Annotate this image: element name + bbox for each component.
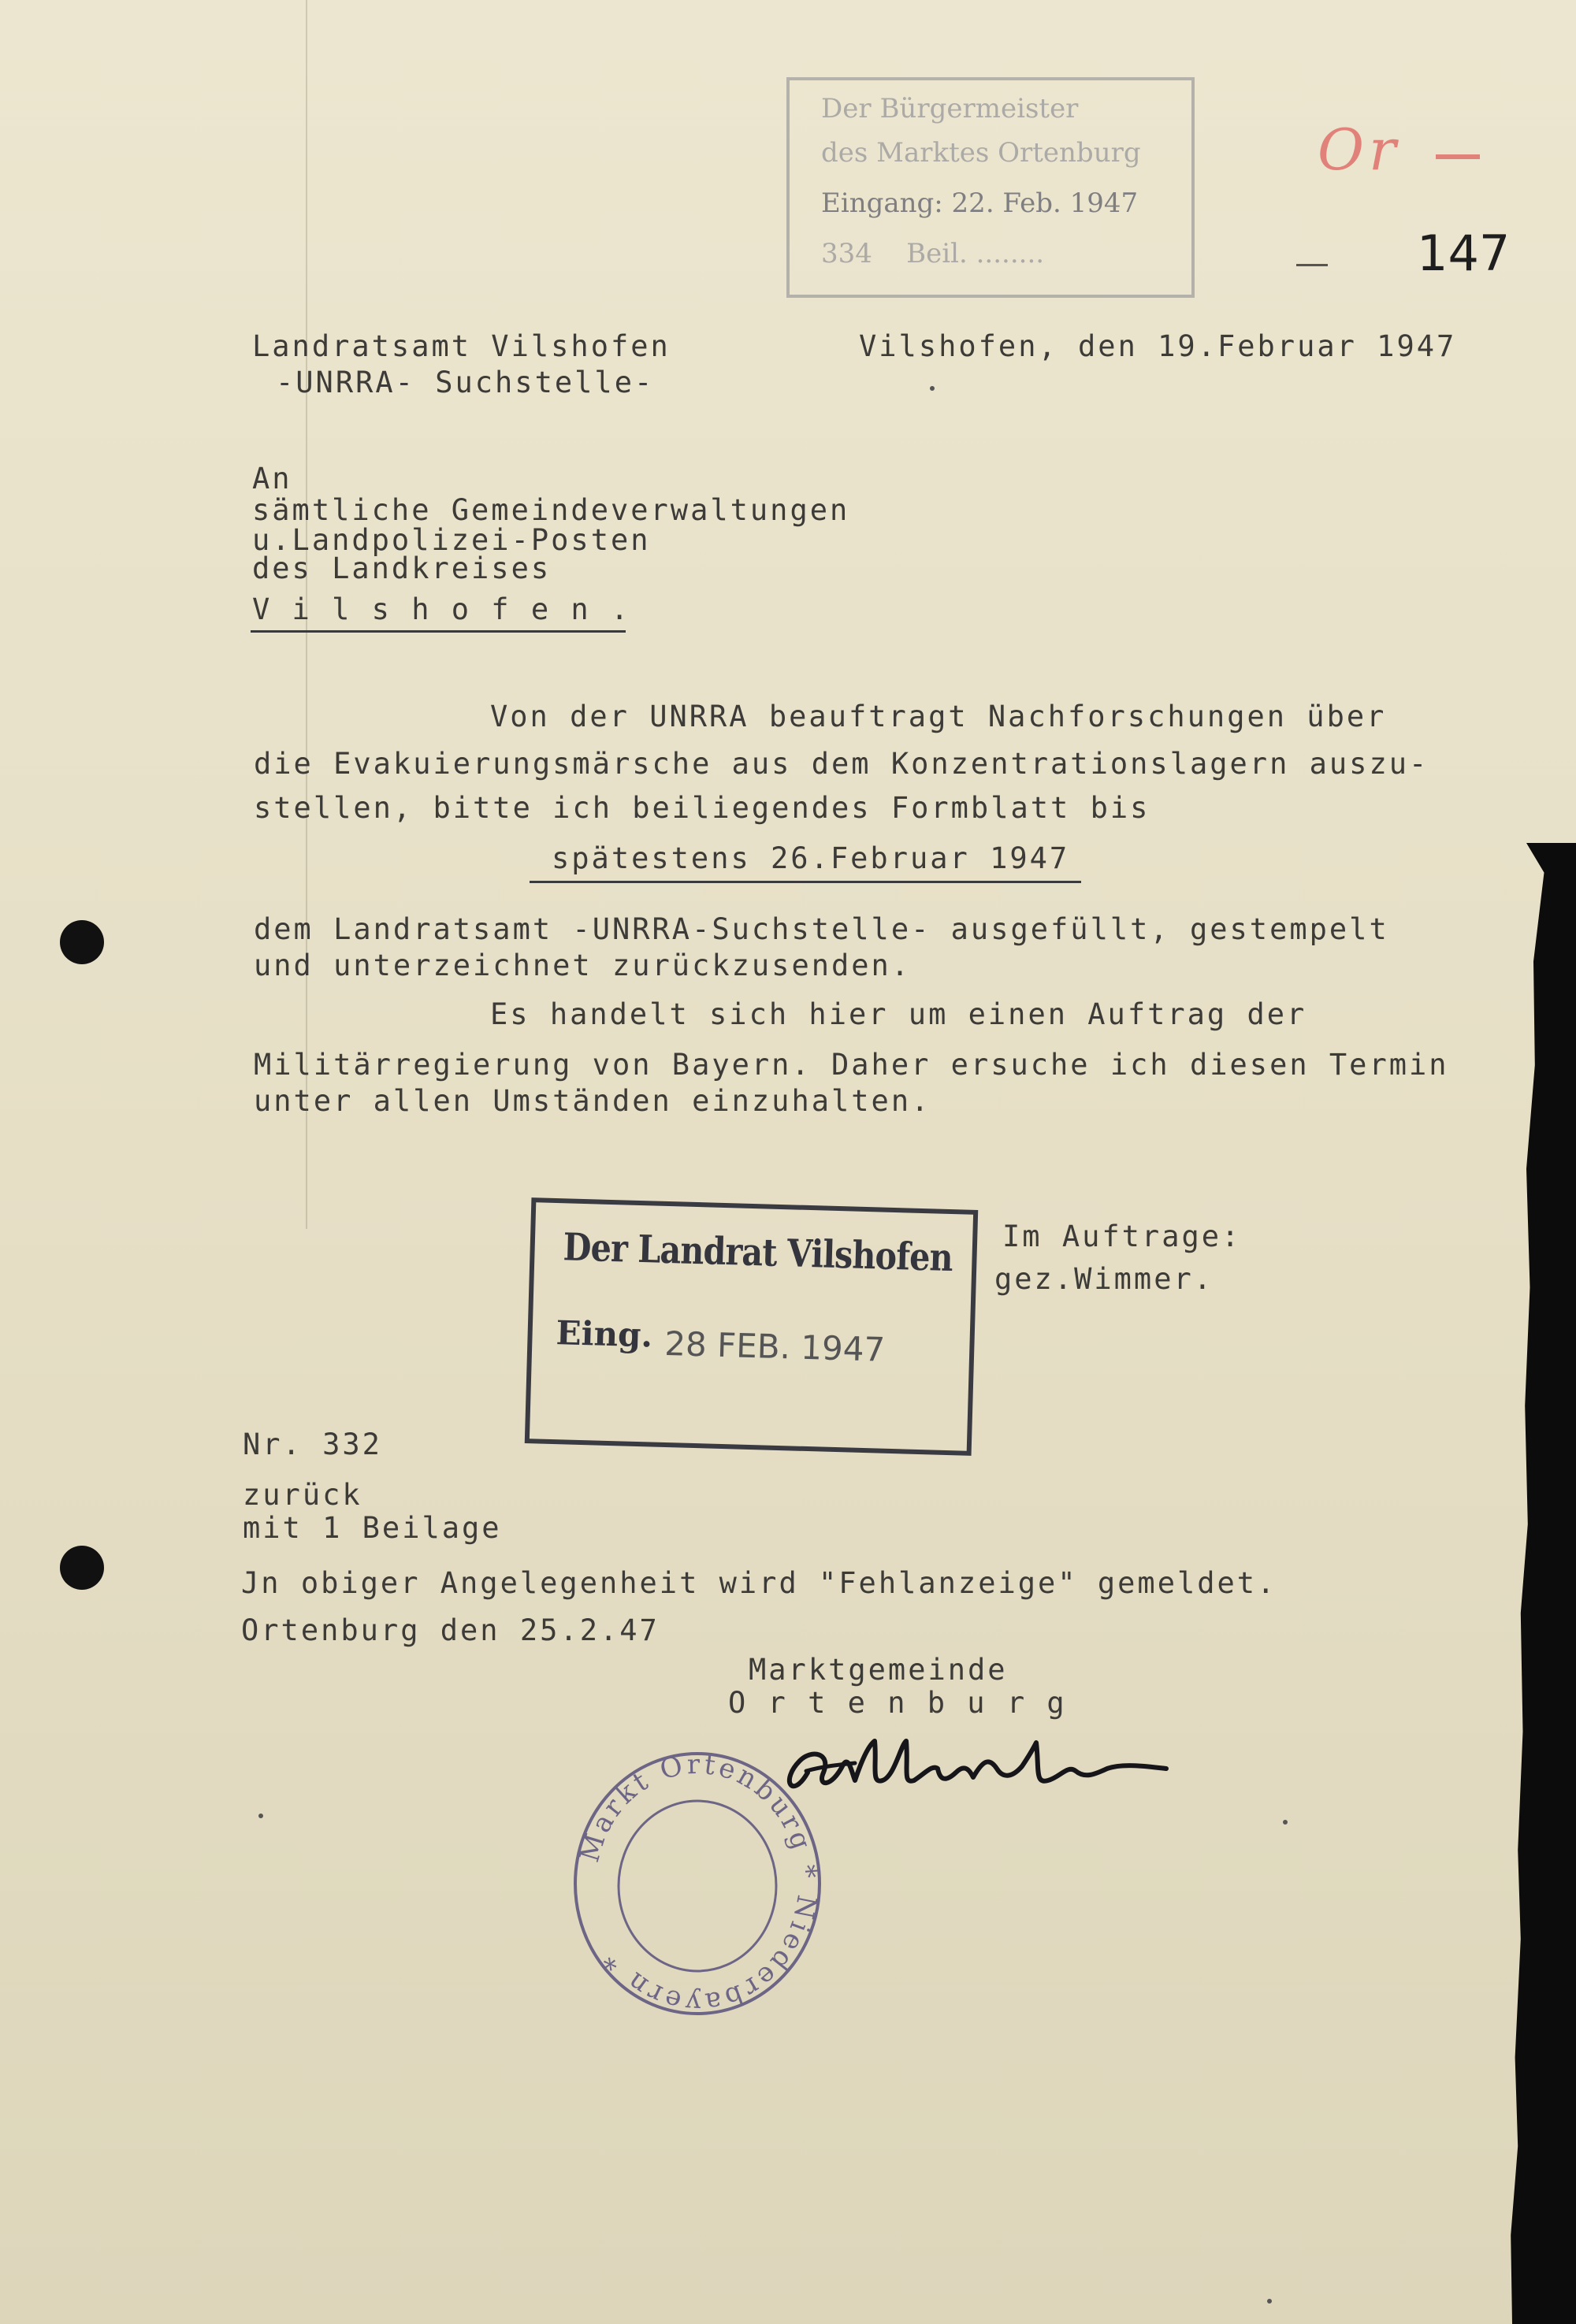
- punch-hole-upper: [60, 920, 104, 964]
- reply-statement: Jn obiger Angelegenheit wird "Fehlanzeige" gemeldet.: [241, 1566, 1277, 1600]
- reply-sender-line2: O r t e n b u r g: [728, 1686, 1067, 1720]
- municipal-seal: [571, 1750, 823, 2017]
- deadline: spätestens 26.Februar 1947: [552, 841, 1070, 875]
- receipt-stamp-line1: Der Bürgermeister: [821, 93, 1079, 124]
- deadline-underline: [530, 881, 1081, 883]
- punch-hole-lower: [60, 1546, 104, 1590]
- recipient-line3: u.Landpolizei-Posten: [252, 523, 651, 557]
- body-p3-line1: Es handelt sich hier um einen Auftrag der: [490, 997, 1307, 1031]
- reply-sender-line1: Marktgemeinde: [749, 1653, 1008, 1687]
- district-underline: [251, 630, 626, 633]
- recipient-district: V i l s h o f e n .: [252, 592, 631, 626]
- recipient-line4: des Landkreises: [252, 551, 552, 585]
- speck: [258, 1814, 263, 1818]
- body-p3-line2: Militärregierung von Bayern. Daher ersuche ich diesen Termin: [254, 1048, 1449, 1082]
- reply-line2: mit 1 Beilage: [243, 1511, 502, 1545]
- speck: [1267, 2299, 1272, 2304]
- body-p2-line1: dem Landratsamt -UNRRA-Suchstelle- ausgefüllt, gestempelt: [254, 912, 1389, 946]
- recipient-line2: sämtliche Gemeindeverwaltungen: [252, 493, 850, 527]
- landrat-stamp-eingang: Eing.: [556, 1313, 653, 1355]
- landrat-stamp-title: Der Landrat Vilshofen: [562, 1225, 953, 1281]
- torn-edge: [1505, 843, 1576, 2324]
- page-number: 147: [1417, 225, 1511, 282]
- place-date: Vilshofen, den 19.Februar 1947: [859, 329, 1457, 363]
- recipient-an: An: [252, 462, 292, 496]
- body-p2-line2: und unterzeichnet zurückzusenden.: [254, 949, 912, 982]
- pencil-dash: [1296, 264, 1328, 266]
- body-p3-line3: unter allen Umständen einzuhalten.: [254, 1084, 931, 1118]
- body-p1-line1: Von der UNRRA beauftragt Nachforschungen über: [490, 700, 1387, 733]
- receipt-stamp-date: Eingang: 22. Feb. 1947: [821, 187, 1139, 219]
- body-p1-line2: die Evakuierungsmärsche aus dem Konzentrationslagern auszu-: [254, 747, 1429, 781]
- office-line2: -UNRRA- Suchstelle-: [276, 366, 655, 399]
- receipt-stamp-line2: des Marktes Ortenburg: [821, 137, 1141, 169]
- signoff-line1: Im Auftrage:: [1002, 1220, 1242, 1253]
- speck: [930, 386, 935, 391]
- handwritten-signature: [776, 1725, 1170, 1812]
- reply-number: Nr. 332: [243, 1427, 382, 1461]
- seal-text: Markt Ortenburg * Niederbayern *: [574, 1750, 823, 2017]
- body-p1-line3: stellen, bitte ich beiliegendes Formblatt bis: [254, 791, 1150, 825]
- speck: [1283, 1820, 1288, 1825]
- red-pencil-mark: Or: [1318, 117, 1401, 183]
- receipt-stamp: [786, 77, 1195, 298]
- signoff-line2: gez.Wimmer.: [994, 1262, 1214, 1296]
- office-line1: Landratsamt Vilshofen: [252, 329, 671, 363]
- receipt-stamp-line4: 334 Beil. ........: [821, 238, 1045, 269]
- landrat-received-stamp: [525, 1197, 978, 1456]
- landrat-stamp-date: 28 FEB. 1947: [663, 1323, 886, 1369]
- red-pencil-dash: [1436, 154, 1480, 159]
- reply-line1: zurück: [243, 1478, 362, 1512]
- reply-place-date: Ortenburg den 25.2.47: [241, 1613, 660, 1647]
